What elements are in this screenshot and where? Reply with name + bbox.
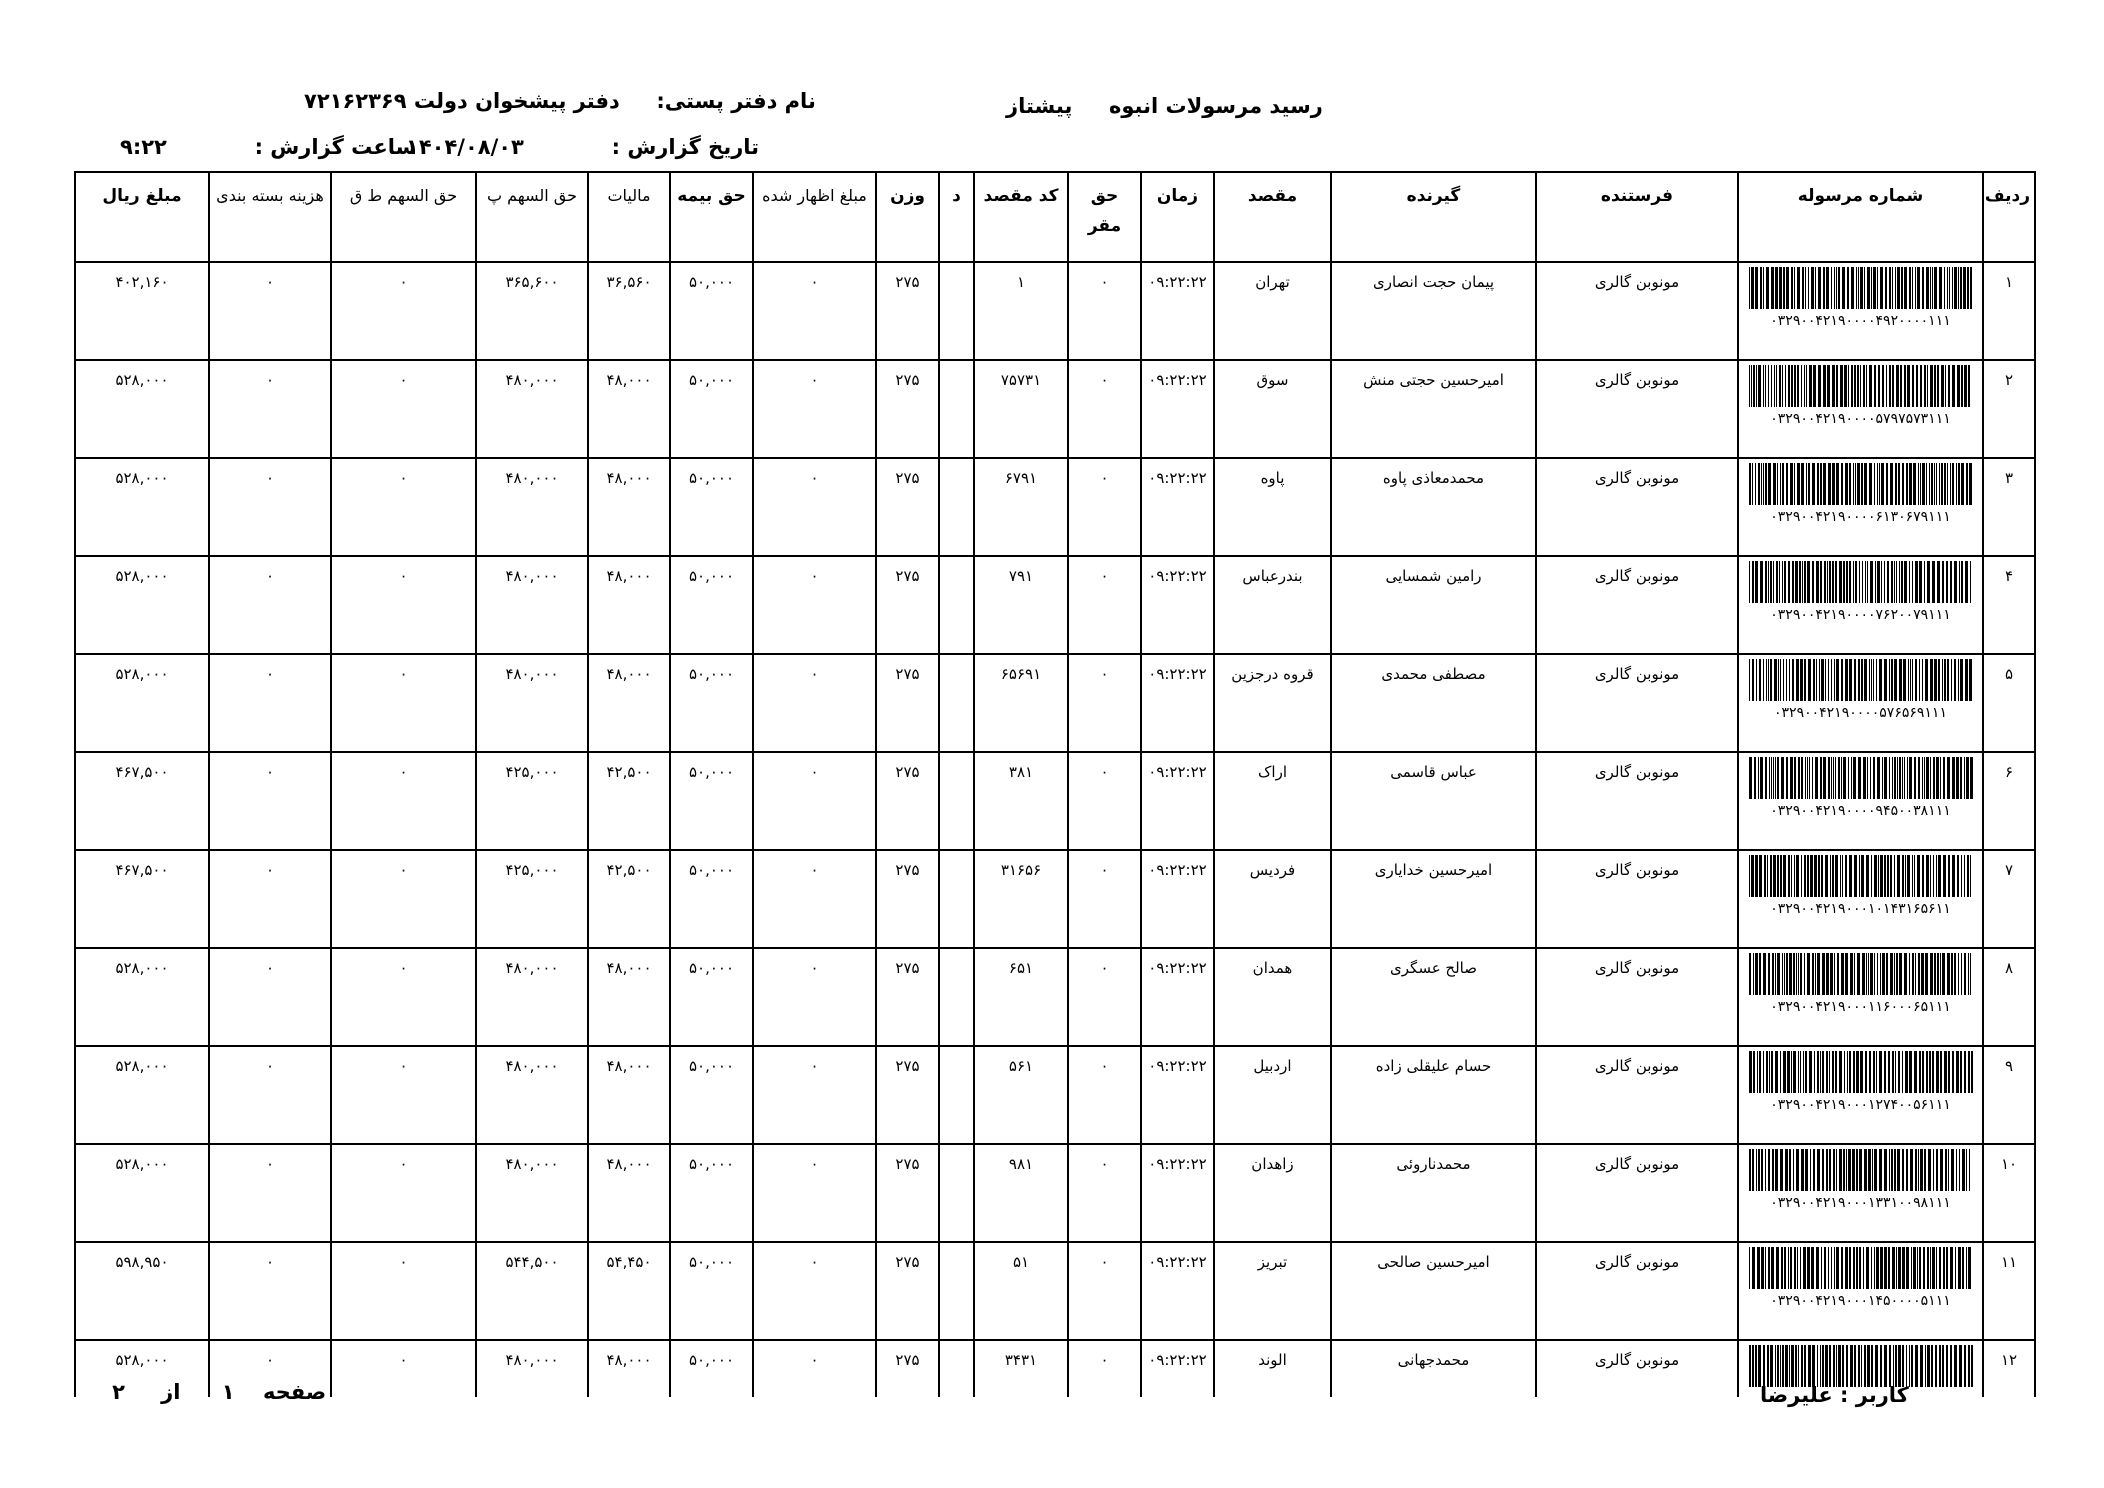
cell-shomare [1738,556,1983,654]
table-row [75,360,2035,458]
cell-zaman: ۰۹:۲۲:۲۲ [1141,1340,1214,1397]
cell-girande: امیرحسین خدایاری [1331,850,1536,948]
barcode-block [1748,659,1974,721]
cell-baste: ۰ [209,948,331,1046]
col-vazn: وزن [876,172,939,262]
cell-baste: ۰ [209,1144,331,1242]
cell-baste: ۰ [209,556,331,654]
office-name: دفتر پیشخوان دولت ۷۲۱۶۲۳۶۹ [304,89,620,113]
cell-sahm-p: ۴۸۰,۰۰۰ [476,948,588,1046]
cell-ezhar: ۰ [753,752,876,850]
tracking-number: ۰۳۲۹۰۰۴۲۱۹۰۰۰۰۵۷۹۷۵۷۳۱۱۱ [1770,411,1951,427]
cell-sahm-p: ۵۴۴,۵۰۰ [476,1242,588,1340]
cell-maghsad: همدان [1214,948,1331,1046]
cell-ferestande: مونوبن گالری [1536,262,1738,360]
cell-maliat: ۴۸,۰۰۰ [588,556,670,654]
cell-hagh-maghar: ۰ [1068,360,1141,458]
report-date-label: تاریخ گزارش : [611,135,760,159]
barcode-image [1748,365,1974,407]
cell-kod-maghsad: ۵۶۱ [974,1046,1068,1144]
cell-hagh-maghar: ۰ [1068,752,1141,850]
cell-sahm-tq: ۰ [331,948,476,1046]
cell-maghsad: پاوه [1214,458,1331,556]
cell-ezhar: ۰ [753,458,876,556]
page-of: از [161,1380,181,1404]
cell-sahm-tq: ۰ [331,458,476,556]
page-total: ۲ [112,1380,125,1404]
cell-hagh-maghar: ۰ [1068,948,1141,1046]
barcode-block [1748,953,1974,1015]
cell-maliat: ۴۸,۰۰۰ [588,1144,670,1242]
cell-radif: ۵ [1983,654,2035,752]
barcode-image [1748,757,1974,799]
report-date: ۱۴۰۴/۰۸/۰۳ [406,135,524,159]
cell-shomare [1738,948,1983,1046]
table-body [75,262,2035,1397]
cell-hagh-maghar: ۰ [1068,458,1141,556]
cell-hagh-maghar: ۰ [1068,1144,1141,1242]
cell-maghsad: اراک [1214,752,1331,850]
cell-girande: محمدجهانی [1331,1340,1536,1397]
cell-ezhar: ۰ [753,1242,876,1340]
col-ezhar: مبلغ اظهار شده [753,172,876,262]
cell-sahm-p: ۳۶۵,۶۰۰ [476,262,588,360]
cell-maliat: ۴۸,۰۰۰ [588,948,670,1046]
cell-vazn: ۲۷۵ [876,948,939,1046]
cell-sahm-tq: ۰ [331,360,476,458]
cell-radif: ۱۱ [1983,1242,2035,1340]
cell-zaman: ۰۹:۲۲:۲۲ [1141,1242,1214,1340]
cell-d [939,850,974,948]
barcode-image [1748,855,1974,897]
tracking-number: ۰۳۲۹۰۰۴۲۱۹۰۰۰۰۷۶۲۰۰۷۹۱۱۱ [1770,607,1951,623]
barcode-block [1748,757,1974,819]
cell-zaman: ۰۹:۲۲:۲۲ [1141,850,1214,948]
tracking-number: ۰۳۲۹۰۰۴۲۱۹۰۰۰۱۰۱۴۳۱۶۵۶۱۱ [1770,901,1951,917]
cell-sahm-p: ۴۸۰,۰۰۰ [476,1046,588,1144]
cell-girande: محمدمعاذی پاوه [1331,458,1536,556]
cell-maghsad: اردبیل [1214,1046,1331,1144]
col-maliat: مالیات [588,172,670,262]
cell-ferestande: مونوبن گالری [1536,1046,1738,1144]
cell-maliat: ۴۸,۰۰۰ [588,458,670,556]
col-sahm-tq: حق السهم ط ق [331,172,476,262]
cell-mablagh: ۵۲۸,۰۰۰ [75,1046,209,1144]
cell-ferestande: مونوبن گالری [1536,1144,1738,1242]
page-indicator [96,1380,326,1404]
cell-ferestande: مونوبن گالری [1536,948,1738,1046]
cell-ezhar: ۰ [753,654,876,752]
barcode-block [1748,365,1974,427]
col-mablagh: مبلغ ریال [75,172,209,262]
user-label: کاربر : [1840,1383,1909,1407]
cell-maliat: ۳۶,۵۶۰ [588,262,670,360]
cell-girande: امیرحسین حجتی منش [1331,360,1536,458]
cell-d [939,360,974,458]
cell-bime: ۵۰,۰۰۰ [670,752,753,850]
cell-maghsad: فردیس [1214,850,1331,948]
cell-radif: ۱۲ [1983,1340,2035,1397]
cell-hagh-maghar: ۰ [1068,262,1141,360]
office-info [304,89,816,113]
cell-kod-maghsad: ۷۵۷۳۱ [974,360,1068,458]
col-bime: حق بیمه [670,172,753,262]
table-row [75,1340,2035,1397]
cell-shomare [1738,1046,1983,1144]
cell-maghsad: تهران [1214,262,1331,360]
cell-shomare [1738,752,1983,850]
cell-shomare [1738,262,1983,360]
col-zaman: زمان [1141,172,1214,262]
cell-maghsad: بندرعباس [1214,556,1331,654]
cell-radif: ۶ [1983,752,2035,850]
report-title [1006,94,1323,118]
cell-zaman: ۰۹:۲۲:۲۲ [1141,262,1214,360]
cell-bime: ۵۰,۰۰۰ [670,458,753,556]
cell-sahm-p: ۴۸۰,۰۰۰ [476,556,588,654]
cell-sahm-p: ۴۲۵,۰۰۰ [476,850,588,948]
table-row [75,1144,2035,1242]
cell-mablagh: ۵۲۸,۰۰۰ [75,458,209,556]
tracking-number: ۰۳۲۹۰۰۴۲۱۹۰۰۰۰۴۹۲۰۰۰۰۱۱۱ [1770,313,1951,329]
cell-maliat: ۴۸,۰۰۰ [588,1046,670,1144]
cell-sahm-tq: ۰ [331,1242,476,1340]
cell-mablagh: ۴۰۲,۱۶۰ [75,262,209,360]
cell-hagh-maghar: ۰ [1068,850,1141,948]
cell-baste: ۰ [209,1340,331,1397]
cell-girande: محمدناروئی [1331,1144,1536,1242]
cell-ferestande: مونوبن گالری [1536,654,1738,752]
cell-bime: ۵۰,۰۰۰ [670,556,753,654]
barcode-image [1748,1345,1974,1387]
cell-mablagh: ۵۲۸,۰۰۰ [75,948,209,1046]
cell-maliat: ۴۸,۰۰۰ [588,1340,670,1397]
cell-sahm-p: ۴۸۰,۰۰۰ [476,1144,588,1242]
cell-d [939,752,974,850]
cell-vazn: ۲۷۵ [876,654,939,752]
cell-girande: رامین شمسایی [1331,556,1536,654]
cell-sahm-tq: ۰ [331,262,476,360]
col-maghsad: مقصد [1214,172,1331,262]
table-row [75,262,2035,360]
cell-radif: ۲ [1983,360,2035,458]
cell-maghsad: زاهدان [1214,1144,1331,1242]
cell-sahm-p: ۴۸۰,۰۰۰ [476,654,588,752]
cell-shomare [1738,1144,1983,1242]
tracking-number: ۰۳۲۹۰۰۴۲۱۹۰۰۰۰۹۴۵۰۰۳۸۱۱۱ [1770,803,1951,819]
cell-sahm-tq: ۰ [331,556,476,654]
tracking-number: ۰۳۲۹۰۰۴۲۱۹۰۰۰۱۴۵۰۰۰۰۵۱۱۱ [1770,1293,1951,1309]
barcode-image [1748,1149,1974,1191]
col-kod-maghsad: کد مقصد [974,172,1068,262]
barcode-block [1748,463,1974,525]
table-row [75,458,2035,556]
cell-hagh-maghar: ۰ [1068,556,1141,654]
barcode-block [1748,561,1974,623]
cell-vazn: ۲۷۵ [876,556,939,654]
barcode-block [1748,1345,1974,1387]
cell-mablagh: ۵۲۸,۰۰۰ [75,1144,209,1242]
report-time-info [120,135,416,159]
barcode-image [1748,561,1974,603]
tracking-number: ۰۳۲۹۰۰۴۲۱۹۰۰۰۱۱۶۰۰۰۶۵۱۱۱ [1770,999,1951,1015]
cell-zaman: ۰۹:۲۲:۲۲ [1141,556,1214,654]
cell-d [939,948,974,1046]
cell-vazn: ۲۷۵ [876,1144,939,1242]
cell-vazn: ۲۷۵ [876,1340,939,1397]
barcode-block [1748,1247,1974,1309]
cell-sahm-p: ۴۲۵,۰۰۰ [476,752,588,850]
cell-ferestande: مونوبن گالری [1536,360,1738,458]
cell-bime: ۵۰,۰۰۰ [670,1144,753,1242]
col-girande: گیرنده [1331,172,1536,262]
cell-radif: ۱۰ [1983,1144,2035,1242]
cell-shomare [1738,654,1983,752]
cell-vazn: ۲۷۵ [876,752,939,850]
cell-ferestande: مونوبن گالری [1536,752,1738,850]
cell-d [939,1046,974,1144]
cell-baste: ۰ [209,1046,331,1144]
cell-sahm-p: ۴۸۰,۰۰۰ [476,360,588,458]
cell-maliat: ۴۸,۰۰۰ [588,654,670,752]
cell-kod-maghsad: ۵۱ [974,1242,1068,1340]
cell-girande: صالح عسگری [1331,948,1536,1046]
cell-zaman: ۰۹:۲۲:۲۲ [1141,1046,1214,1144]
cell-vazn: ۲۷۵ [876,360,939,458]
cell-radif: ۹ [1983,1046,2035,1144]
cell-d [939,1144,974,1242]
cell-d [939,1340,974,1397]
report-title-text: رسید مرسولات انبوه [1108,94,1323,118]
cell-mablagh: ۵۲۸,۰۰۰ [75,1340,209,1397]
cell-mablagh: ۴۶۷,۵۰۰ [75,752,209,850]
cell-bime: ۵۰,۰۰۰ [670,1340,753,1397]
cell-kod-maghsad: ۱ [974,262,1068,360]
cell-sahm-tq: ۰ [331,752,476,850]
col-radif: ردیف [1983,172,2035,262]
col-sahm-p: حق السهم پ [476,172,588,262]
cell-maghsad: قروه درجزین [1214,654,1331,752]
barcode-block [1748,267,1974,329]
page-current: ۱ [221,1380,235,1404]
col-ferestande: فرستنده [1536,172,1738,262]
office-label: نام دفتر پستی: [656,89,816,113]
cell-ezhar: ۰ [753,948,876,1046]
cell-zaman: ۰۹:۲۲:۲۲ [1141,948,1214,1046]
cell-ferestande: مونوبن گالری [1536,850,1738,948]
table-header-row [75,172,2035,262]
cell-ezhar: ۰ [753,850,876,948]
table-row [75,654,2035,752]
cell-girande: عباس قاسمی [1331,752,1536,850]
cell-hagh-maghar: ۰ [1068,1340,1141,1397]
table-row [75,1242,2035,1340]
report-time-label: ساعت گزارش : [254,135,417,159]
cell-sahm-tq: ۰ [331,1046,476,1144]
cell-bime: ۵۰,۰۰۰ [670,850,753,948]
cell-sahm-tq: ۰ [331,1340,476,1397]
cell-baste: ۰ [209,1242,331,1340]
user-name: علیرضا [1760,1383,1833,1407]
cell-bime: ۵۰,۰۰۰ [670,262,753,360]
cell-ezhar: ۰ [753,556,876,654]
cell-kod-maghsad: ۶۵۶۹۱ [974,654,1068,752]
cell-ferestande: مونوبن گالری [1536,458,1738,556]
cell-d [939,654,974,752]
cell-ezhar: ۰ [753,1340,876,1397]
table-row [75,556,2035,654]
barcode-image [1748,1051,1974,1093]
cell-baste: ۰ [209,262,331,360]
tracking-number: ۰۳۲۹۰۰۴۲۱۹۰۰۰۱۳۳۱۰۰۹۸۱۱۱ [1770,1195,1951,1211]
cell-sahm-p: ۴۸۰,۰۰۰ [476,1340,588,1397]
cell-girande: حسام علیقلی زاده [1331,1046,1536,1144]
table-row [75,948,2035,1046]
user-info [1760,1383,1909,1407]
cell-shomare [1738,458,1983,556]
barcode-block [1748,855,1974,917]
cell-bime: ۵۰,۰۰۰ [670,1046,753,1144]
cell-maliat: ۴۲,۵۰۰ [588,752,670,850]
cell-shomare [1738,1242,1983,1340]
cell-mablagh: ۵۲۸,۰۰۰ [75,654,209,752]
cell-radif: ۴ [1983,556,2035,654]
cell-kod-maghsad: ۶۵۱ [974,948,1068,1046]
table-row [75,850,2035,948]
cell-hagh-maghar: ۰ [1068,1242,1141,1340]
cell-ezhar: ۰ [753,360,876,458]
cell-baste: ۰ [209,752,331,850]
cell-kod-maghsad: ۹۸۱ [974,1144,1068,1242]
service-type: پیشتاز [1006,94,1073,118]
cell-kod-maghsad: ۳۸۱ [974,752,1068,850]
cell-hagh-maghar: ۰ [1068,1046,1141,1144]
cell-baste: ۰ [209,360,331,458]
cell-zaman: ۰۹:۲۲:۲۲ [1141,752,1214,850]
cell-kod-maghsad: ۷۹۱ [974,556,1068,654]
cell-ezhar: ۰ [753,1046,876,1144]
barcode-image [1748,1247,1974,1289]
cell-kod-maghsad: ۶۷۹۱ [974,458,1068,556]
cell-mablagh: ۵۲۸,۰۰۰ [75,556,209,654]
cell-zaman: ۰۹:۲۲:۲۲ [1141,654,1214,752]
tracking-number: ۰۳۲۹۰۰۴۲۱۹۰۰۰۰۵۷۶۵۶۹۱۱۱ [1774,705,1947,721]
cell-radif: ۷ [1983,850,2035,948]
report-time: ۹:۲۲ [120,135,167,159]
cell-baste: ۰ [209,654,331,752]
cell-bime: ۵۰,۰۰۰ [670,360,753,458]
cell-sahm-tq: ۰ [331,654,476,752]
col-d: د [939,172,974,262]
cell-girande: مصطفی محمدی [1331,654,1536,752]
cell-ferestande: مونوبن گالری [1536,1242,1738,1340]
cell-d [939,458,974,556]
cell-zaman: ۰۹:۲۲:۲۲ [1141,1144,1214,1242]
cell-radif: ۸ [1983,948,2035,1046]
shipments-table [74,171,2036,1397]
cell-zaman: ۰۹:۲۲:۲۲ [1141,360,1214,458]
col-hagh-maghar: حق مقر [1068,172,1141,262]
cell-shomare [1738,850,1983,948]
cell-ezhar: ۰ [753,262,876,360]
cell-vazn: ۲۷۵ [876,458,939,556]
cell-mablagh: ۴۶۷,۵۰۰ [75,850,209,948]
barcode-block [1748,1149,1974,1211]
cell-radif: ۳ [1983,458,2035,556]
cell-bime: ۵۰,۰۰۰ [670,948,753,1046]
cell-ferestande: مونوبن گالری [1536,556,1738,654]
barcode-image [1748,953,1974,995]
barcode-block [1748,1051,1974,1113]
cell-ferestande: مونوبن گالری [1536,1340,1738,1397]
cell-zaman: ۰۹:۲۲:۲۲ [1141,458,1214,556]
cell-bime: ۵۰,۰۰۰ [670,654,753,752]
cell-vazn: ۲۷۵ [876,1242,939,1340]
cell-radif: ۱ [1983,262,2035,360]
cell-ezhar: ۰ [753,1144,876,1242]
table-row [75,1046,2035,1144]
cell-baste: ۰ [209,850,331,948]
cell-bime: ۵۰,۰۰۰ [670,1242,753,1340]
cell-shomare [1738,360,1983,458]
col-baste: هزینه بسته بندی [209,172,331,262]
cell-hagh-maghar: ۰ [1068,654,1141,752]
tracking-number: ۰۳۲۹۰۰۴۲۱۹۰۰۰۰۶۱۳۰۶۷۹۱۱۱ [1770,509,1951,525]
tracking-number: ۰۳۲۹۰۰۴۲۱۹۰۰۰۱۲۷۴۰۰۵۶۱۱۱ [1770,1097,1951,1113]
cell-kod-maghsad: ۳۴۳۱ [974,1340,1068,1397]
cell-maliat: ۴۲,۵۰۰ [588,850,670,948]
cell-sahm-tq: ۰ [331,1144,476,1242]
cell-sahm-tq: ۰ [331,850,476,948]
barcode-image [1748,659,1974,701]
cell-girande: امیرحسین صالحی [1331,1242,1536,1340]
cell-mablagh: ۵۲۸,۰۰۰ [75,360,209,458]
col-shomare: شماره مرسوله [1738,172,1983,262]
table-row [75,752,2035,850]
cell-vazn: ۲۷۵ [876,1046,939,1144]
cell-d [939,1242,974,1340]
cell-maghsad: تبریز [1214,1242,1331,1340]
page-label: صفحه [262,1380,327,1404]
cell-d [939,262,974,360]
cell-maghsad: الوند [1214,1340,1331,1397]
cell-maliat: ۵۴,۴۵۰ [588,1242,670,1340]
cell-mablagh: ۵۹۸,۹۵۰ [75,1242,209,1340]
cell-baste: ۰ [209,458,331,556]
cell-vazn: ۲۷۵ [876,262,939,360]
barcode-image [1748,267,1974,309]
cell-sahm-p: ۴۸۰,۰۰۰ [476,458,588,556]
report-date-info [406,135,759,159]
barcode-image [1748,463,1974,505]
cell-maghsad: سوق [1214,360,1331,458]
cell-girande: پیمان حجت انصاری [1331,262,1536,360]
cell-maliat: ۴۸,۰۰۰ [588,360,670,458]
cell-vazn: ۲۷۵ [876,850,939,948]
cell-d [939,556,974,654]
cell-kod-maghsad: ۳۱۶۵۶ [974,850,1068,948]
